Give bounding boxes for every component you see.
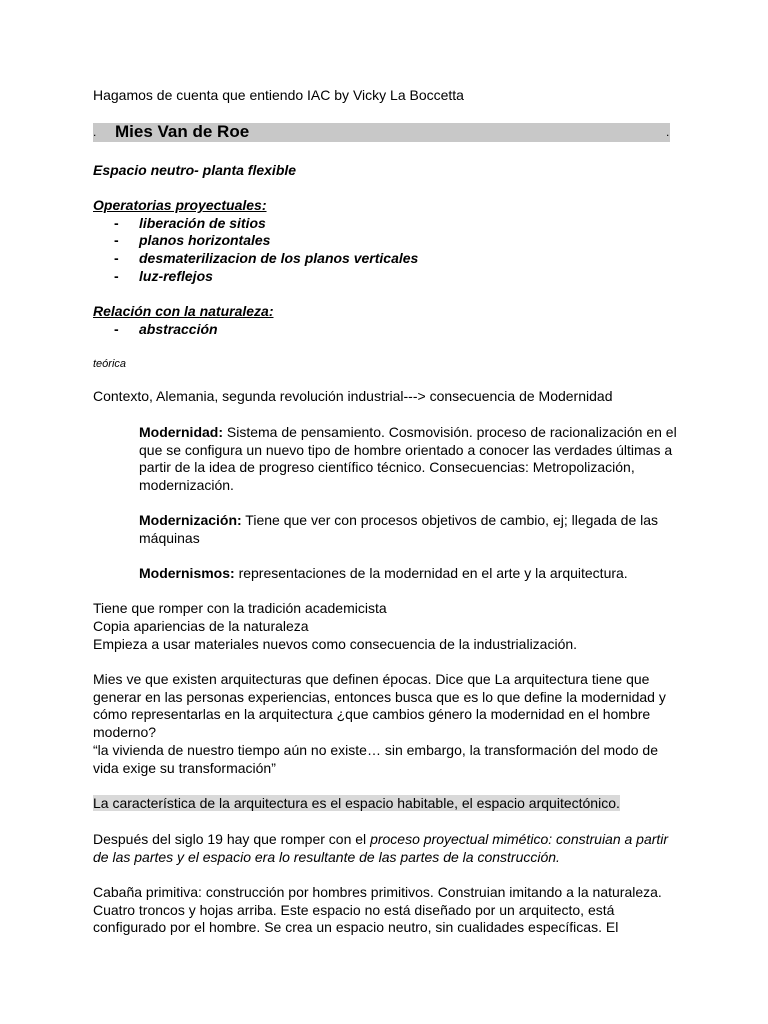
mies-paragraph: Mies ve que existen arquitecturas que definen épocas. Dice que La arquitectura tiene que generar en las personas experiencias, entonces busca que es lo que define la modernidad y cómo representarlas en la arquitectura ¿que cambios génerο la modernidad en el hombre moderno? bbox=[93, 671, 666, 740]
definition-text: Sistema de pensamiento. Cosmovisión. proceso de racionalización en el que se configura un nuevo tipo de hombre orientado a conocer las verdades últimas a partir de la idea de progreso científico técnico. Consecuencias: Metropolización, modernización. bbox=[139, 424, 677, 493]
definition-term: Modernización: bbox=[139, 512, 242, 528]
bullet-dash: - bbox=[114, 232, 119, 248]
relacion-label: Relación con la naturaleza: bbox=[93, 303, 274, 319]
definition-text: representaciones de la modernidad en el arte y la arquitectura. bbox=[234, 565, 628, 581]
bullet-dash: - bbox=[114, 250, 119, 266]
highlighted-sentence bbox=[93, 795, 620, 813]
text-line: Tiene que romper con la tradición academicista bbox=[93, 600, 387, 616]
bullet-dash: - bbox=[114, 321, 119, 337]
section-title: Mies Van de Roe bbox=[115, 122, 250, 141]
cabana-paragraph: Cabaña primitiva: construcción por hombres primitivos. Construian imitando a la naturaleza. Cuatro troncos y hojas arriba. Este espacio no está diseñado por un arquitecto, está configurado por el hombre. Se crea un espacio neutro, sin cualidades específicas. El bbox=[93, 884, 662, 935]
list-item: planos horizontales bbox=[139, 232, 271, 248]
bullet-dash: - bbox=[114, 268, 119, 284]
definition-modernismos bbox=[139, 565, 679, 583]
operatorias-label: Operatorias proyectuales: bbox=[93, 197, 267, 213]
definition-text: Tiene que ver con procesos objetivos de cambio, ej; llegada de las máquinas bbox=[139, 512, 659, 546]
list-item: luz-reflejos bbox=[139, 268, 213, 284]
despues-paragraph bbox=[93, 831, 683, 866]
definition-modernizacion bbox=[139, 512, 679, 547]
despues-normal-text: Después del siglo 19 hay que romper con el bbox=[93, 831, 371, 847]
highlighted-text: La característica de la arquitectura es el espacio habitable, el espacio arquitectónico. bbox=[93, 795, 620, 811]
heading-dot-right: . bbox=[666, 125, 670, 139]
list-item: desmaterilizacion de los planos verticales bbox=[139, 250, 419, 266]
bullet-dash: - bbox=[114, 215, 119, 231]
contexto-line: Contexto, Alemania, segunda revolución industrial---> consecuencia de Modernidad bbox=[93, 388, 613, 404]
despues-italic-text: proceso proyectual mimético: construian a partir de las partes y el espacio era lo resultante de las partes de la construcción. bbox=[93, 831, 669, 865]
teorica-label: teórica bbox=[93, 358, 127, 370]
subtitle: Espacio neutro- planta flexible bbox=[93, 162, 297, 178]
document-header-line: Hagamos de cuenta que entiendo IAC by Vicky La Boccetta bbox=[93, 87, 464, 103]
list-item: abstracción bbox=[139, 321, 218, 337]
quote-paragraph: “la vivienda de nuestro tiempo aún no existe… sin embargo, la transformación del modo de vida exige su transformación” bbox=[93, 742, 658, 776]
text-line: Empieza a usar materiales nuevos como consecuencia de la industrialización. bbox=[93, 636, 578, 652]
definition-modernidad bbox=[139, 424, 679, 494]
definition-term: Modernismos: bbox=[139, 565, 235, 581]
heading-dot-left: . bbox=[93, 125, 97, 139]
text-line: Copia apariencias de la naturaleza bbox=[93, 618, 309, 634]
list-item: liberación de sitios bbox=[139, 215, 266, 231]
definition-term: Modernidad: bbox=[139, 424, 223, 440]
